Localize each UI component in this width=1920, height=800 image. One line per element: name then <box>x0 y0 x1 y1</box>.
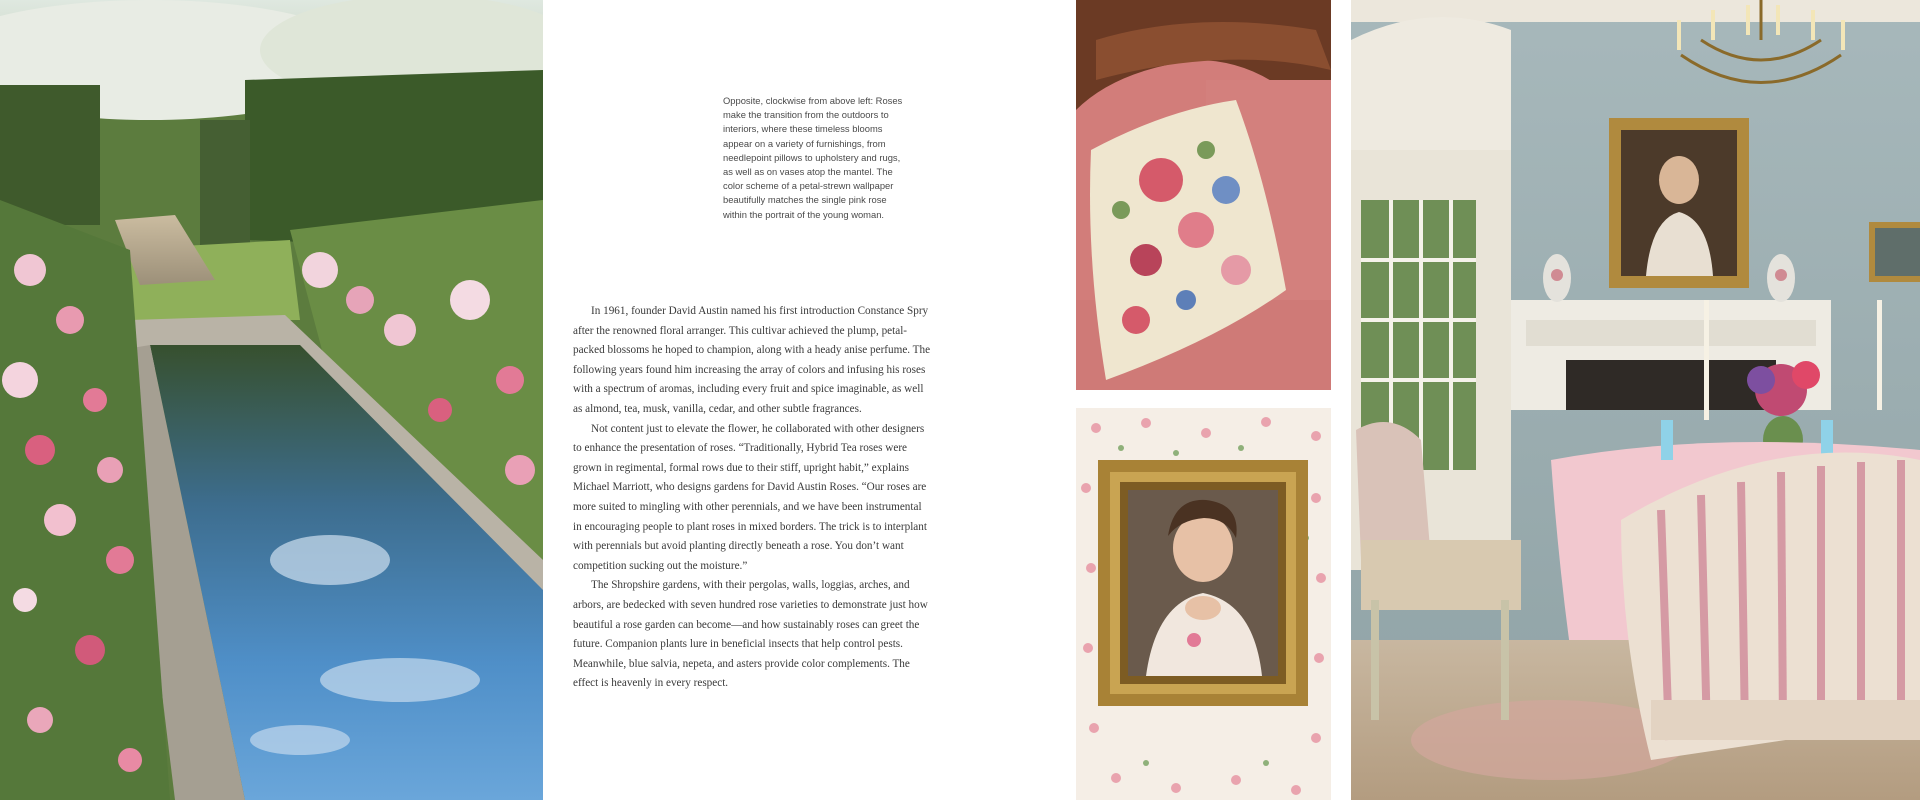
portrait-photo <box>1076 408 1331 800</box>
paragraph: Not content just to elevate the flower, he collaborated with other designers to enhance the presentation of roses. “Traditionally, Hybrid Tea roses were grown in regimental, formal rows due to their stiff, upright habit,” explains Michael Marriott, who designs gardens for David Austin Roses. “Our roses are more suited to mingling with other perennials, and we have been instrumental in encouraging people to plant roses in mixed borders. The trick is to interplant with perennials but avoid planting directly beneath a rose. You don’t want competition sucking out the moisture.” <box>573 422 927 572</box>
paragraph: The Shropshire gardens, with their pergolas, walls, loggias, arches, and arbors, are bedecked with seven hundred rose varieties to demonstrate just how beautiful a rose garden can become—and how sustainably roses can greet the future. Companion plants lure in beneficial insects that help control pests. Meanwhile, blue salvia, nepeta, and asters provide color complements. The effect is heavenly in every respect. <box>573 579 928 690</box>
dining-room-photo <box>1351 0 1920 800</box>
body-text <box>573 302 931 694</box>
photo-caption: Opposite, clockwise from above left: Roses make the transition from the outdoors to interiors, where these timeless blooms appear on a variety of furnishings, from needlepoint pillows to upholstery and rugs, as well as on vases atop the mantel. The color scheme of a petal-strewn wallpaper beautifully matches the single pink rose within the portrait of the young woman. <box>723 95 903 220</box>
text-page <box>543 0 1076 800</box>
garden-photo <box>0 0 543 800</box>
paragraph: In 1961, founder David Austin named his first introduction Constance Spry after the renowned floral arranger. This cultivar achieved the plump, petal-packed blossoms he hoped to champion, along with a heady anise perfume. The following years found him increasing the array of colors and infusing his roses with a spectrum of aromas, including every fruit and spice imaginable, as well as almond, tea, musk, vanilla, cedar, and other subtle fragrances. <box>573 305 931 415</box>
pillow-photo <box>1076 0 1331 390</box>
